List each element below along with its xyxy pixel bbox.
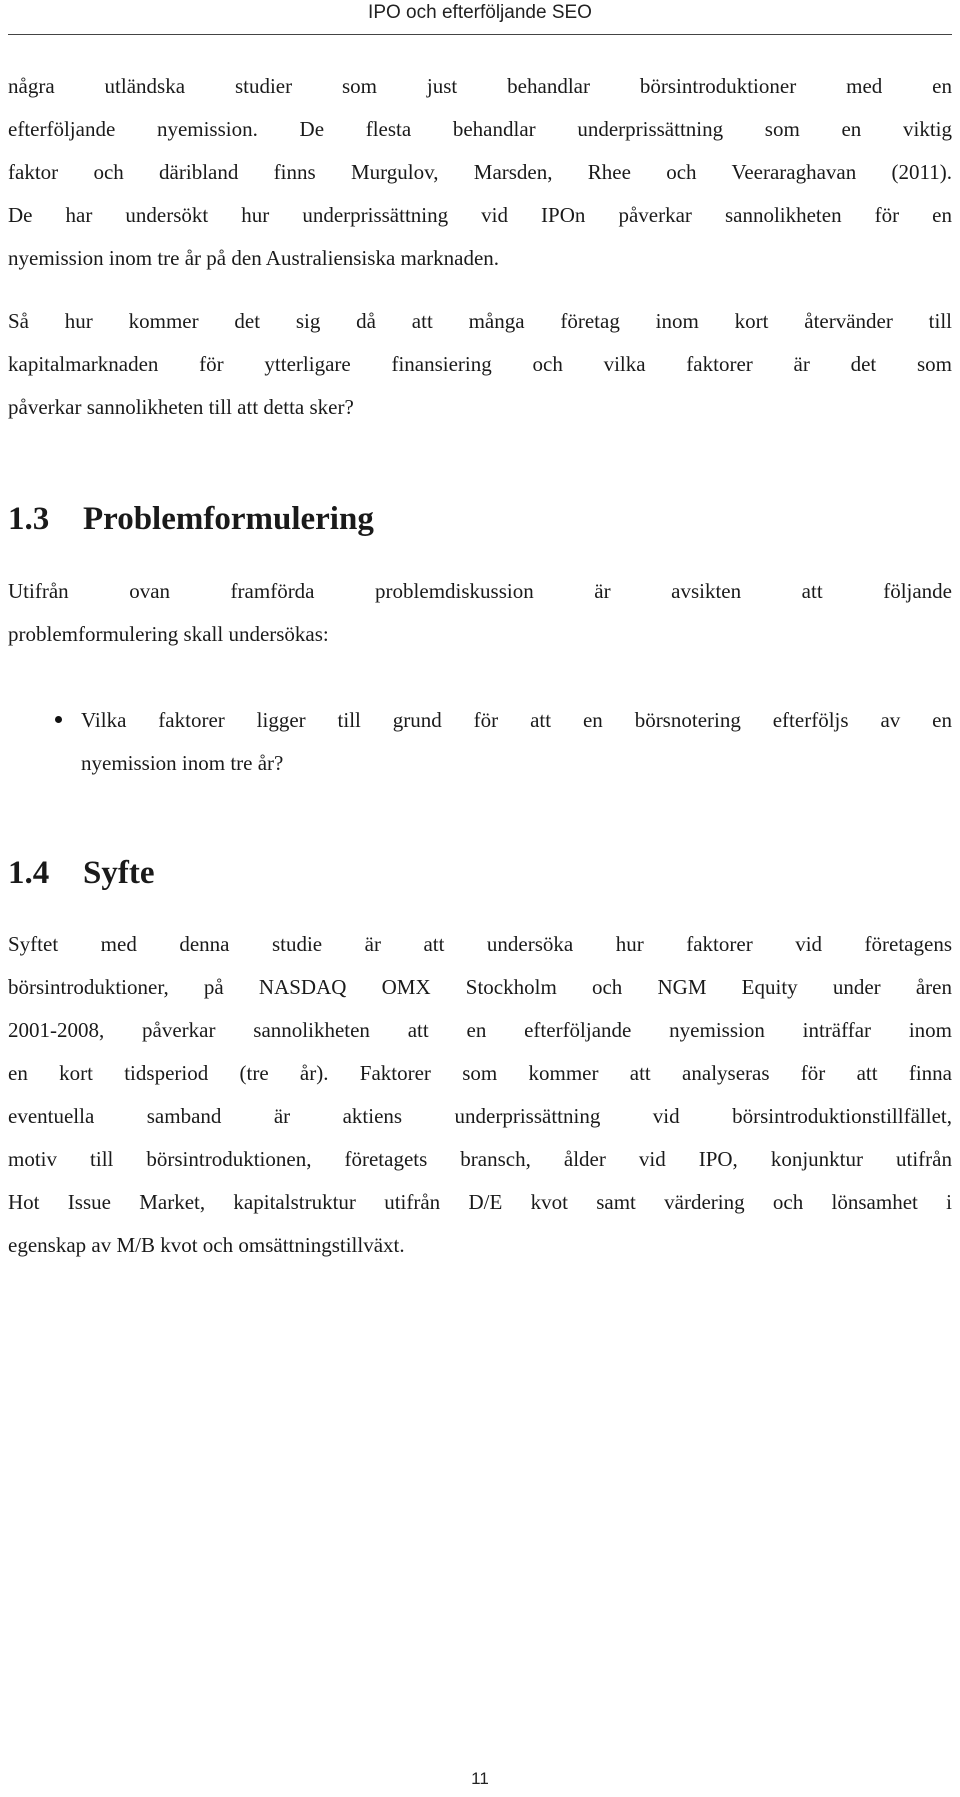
text-line: några utländska studier som just behandlar börsintroduktioner med en (8, 74, 952, 98)
bullet-text (81, 699, 952, 785)
section-title: Problemformulering (83, 501, 374, 537)
section-heading-problemformulering (8, 499, 374, 539)
text-line: De har undersökt hur underprissättning vid IPOn påverkar sannolikheten för en (8, 203, 952, 227)
text-line: påverkar sannolikheten till att detta sker? (8, 395, 354, 419)
header-title: IPO och efterföljande SEO (368, 2, 592, 23)
page-number: 11 (471, 1769, 489, 1788)
text-line: Syftet med denna studie är att undersöka hur faktorer vid företagens (8, 932, 952, 956)
text-line: börsintroduktioner, på NASDAQ OMX Stockholm och NGM Equity under åren (8, 975, 952, 999)
text-line: Utifrån ovan framförda problemdiskussion är avsikten att följande (8, 579, 952, 603)
text-line: 2001-2008, påverkar sannolikheten att en efterföljande nyemission inträffar inom (8, 1018, 952, 1042)
text-line: efterföljande nyemission. De flesta behandlar underprissättning som en viktig (8, 117, 952, 141)
bullet-icon (55, 716, 62, 723)
text-line: Vilka faktorer ligger till grund för att en börsnotering efterföljs av en (81, 708, 952, 732)
section-title: Syfte (83, 855, 155, 891)
text-line: eventuella samband är aktiens underprissättning vid börsintroduktionstillfället, (8, 1104, 952, 1128)
text-line: Så hur kommer det sig då att många företag inom kort återvänder till (8, 309, 952, 333)
text-line: egenskap av M/B kvot och omsättningstillväxt. (8, 1233, 405, 1257)
text-line: nyemission inom tre år på den Australiensiska marknaden. (8, 246, 500, 270)
text-line: faktor och däribland finns Murgulov, Marsden, Rhee och Veeraraghavan (2011). (8, 160, 952, 184)
section-number: 1.4 (8, 855, 50, 891)
running-header (8, 0, 952, 35)
text-line: nyemission inom tre år? (81, 751, 284, 775)
text-line: en kort tidsperiod (tre år). Faktorer som kommer att analyseras för att finna (8, 1061, 952, 1085)
text-line: Hot Issue Market, kapitalstruktur utifrån D/E kvot samt värdering och lönsamhet i (8, 1190, 952, 1214)
text-line: problemformulering skall undersökas: (8, 622, 329, 646)
paragraph-question (8, 300, 952, 429)
text-line: motiv till börsintroduktionen, företagets bransch, ålder vid IPO, konjunktur utifrån (8, 1147, 952, 1171)
paragraph-problem-intro (8, 570, 952, 656)
section-heading-syfte (8, 853, 154, 893)
section-number: 1.3 (8, 501, 50, 537)
paragraph-syfte (8, 923, 952, 1267)
text-line: kapitalmarknaden för ytterligare finansiering och vilka faktorer är det som (8, 352, 952, 376)
paragraph-intro-studies (8, 65, 952, 280)
